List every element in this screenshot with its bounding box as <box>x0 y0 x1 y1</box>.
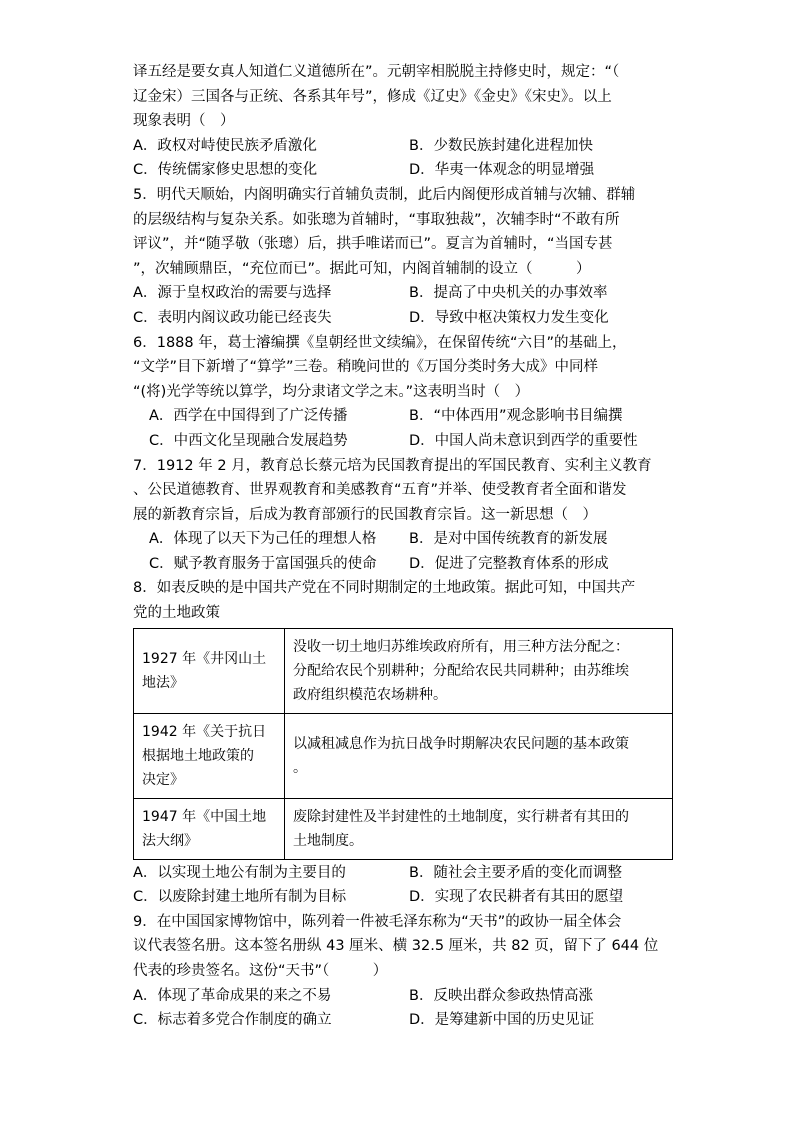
option-b[interactable]: B．随社会主要矛盾的变化而调整 <box>409 864 622 881</box>
table-cell-law: 1947 年《中国土地 法大纲》 <box>134 798 285 859</box>
question-6-stem <box>133 331 673 405</box>
stem-line: 9．在中国国家博物馆中，陈列着一件被毛泽东称为“天书”的政协一届全体会 <box>133 913 622 930</box>
option-d[interactable]: D．导致中枢决策权力发生变化 <box>409 309 609 326</box>
question-4-stem <box>133 60 673 134</box>
stem-line: 展的新教育宗旨，后成为教育部颁行的民国教育宗旨。这一新思想（ ） <box>133 506 597 523</box>
option-c[interactable]: C．以废除封建土地所有制为目标 <box>133 889 347 906</box>
table-row <box>134 713 673 798</box>
table-row <box>134 798 673 859</box>
question-6-options-row-2 <box>133 429 673 454</box>
stem-line: 8．如表反映的是中国共产党在不同时期制定的土地政策。据此可知，中国共产 <box>133 580 636 597</box>
option-c[interactable]: C．中西文化呈现融合发展趋势 <box>149 432 348 449</box>
option-b[interactable]: B．是对中国传统教育的新发展 <box>409 531 608 548</box>
stem-line: 代表的珍贵签名。这份“天书”（ ） <box>133 963 388 980</box>
option-c[interactable]: C．标志着多党合作制度的确立 <box>133 1012 332 1029</box>
table-cell-law: 1927 年《井冈山土 地法》 <box>134 628 285 713</box>
option-d[interactable]: D．促进了完整教育体系的形成 <box>409 555 609 572</box>
option-c[interactable]: C．赋予教育服务于富国强兵的使命 <box>149 555 377 572</box>
stem-line: 7．1912 年 2 月，教育总长蔡元培为民国教育提出的军国民教育、实利主义教育 <box>133 457 652 474</box>
option-a[interactable]: A．源于皇权政治的需要与选择 <box>133 285 332 302</box>
land-policy-table <box>133 628 673 860</box>
stem-line: 译五经是要女真人知道仁义道德所在”。元朝宰相脱脱主持修史时，规定：“（ <box>133 64 620 80</box>
table-row <box>134 628 673 713</box>
question-4-options-row-1 <box>133 134 673 159</box>
option-c[interactable]: C．传统儒家修史思想的变化 <box>133 162 318 179</box>
stem-line: 现象表明（ ） <box>133 113 235 130</box>
question-8-stem <box>133 576 673 625</box>
option-a[interactable]: A．体现了以天下为己任的理想人格 <box>149 531 377 548</box>
option-a[interactable]: A．以实现土地公有制为主要目的 <box>133 864 346 881</box>
stem-line: 党的土地政策 <box>133 605 220 622</box>
stem-line: ”，次辅顾鼎臣，“充位而已”。据此可知，内阁首辅制的设立（ ） <box>133 260 591 277</box>
option-c[interactable]: C．表明内阁议政功能已经丧失 <box>133 309 332 326</box>
stem-line: 评议”，并“随孚敬（张璁）后，拱手唯诺而已”。夏言为首辅时，“当国专甚 <box>133 236 613 253</box>
question-6-options-row-1 <box>133 404 673 429</box>
option-a[interactable]: A．体现了革命成果的来之不易 <box>133 987 332 1004</box>
option-a[interactable]: A．西学在中国得到了广泛传播 <box>149 408 348 425</box>
question-5-options-row-1 <box>133 281 673 306</box>
table-cell-content: 以减租减息作为抗日战争时期解决农民问题的基本政策 。 <box>285 713 673 798</box>
question-4-options-row-2 <box>133 158 673 183</box>
table-cell-content: 没收一切土地归苏维埃政府所有，用三种方法分配之： 分配给农民个别耕种；分配给农民共同耕种；由苏维埃 政府组织模范农场耕种。 <box>285 628 673 713</box>
question-5-options-row-2 <box>133 306 673 331</box>
stem-line: 6．1888 年，葛士濬编撰《皇朝经世文续编》，在保留传统“六目”的基础上， <box>133 334 627 351</box>
option-b[interactable]: B．反映出群众参政热情高涨 <box>409 987 593 1004</box>
option-b[interactable]: B．“中体西用”观念影响书目编撰 <box>409 408 623 425</box>
stem-line: 5．明代天顺始，内阁明确实行首辅负责制，此后内阁便形成首辅与次辅、群辅 <box>133 186 636 203</box>
question-9-options-row-2 <box>133 1008 673 1033</box>
question-7-options-row-1 <box>133 527 673 552</box>
stem-line: 辽金宋）三国各与正统、各系其年号”，修成《辽史》《金史》《宋史》。以上 <box>133 88 612 105</box>
question-8-options-row-2 <box>133 885 673 910</box>
stem-line: 、公民道德教育、世界观教育和美感教育“五育”并举、使受教育者全面和谐发 <box>133 482 627 499</box>
stem-line: “(将)光学等统以算学，均分隶诸文学之末。”这表明当时（ ） <box>133 383 530 400</box>
question-7-options-row-2 <box>133 552 673 577</box>
stem-line: 议代表签名册。这本签名册纵 43 厘米、横 32.5 厘米，共 82 页，留下了 644 位 <box>133 938 659 955</box>
question-9-stem <box>133 910 673 984</box>
question-8-options-row-1 <box>133 861 673 886</box>
stem-line: 的层级结构与复杂关系。如张璁为首辅时，“事取独裁”，次辅李时“不敢有所 <box>133 211 620 228</box>
question-9-options-row-1 <box>133 984 673 1009</box>
question-7-stem <box>133 454 673 528</box>
option-d[interactable]: D．实现了农民耕者有其田的愿望 <box>409 889 624 906</box>
option-a[interactable]: A．政权对峙使民族矛盾激化 <box>133 137 317 154</box>
question-5-stem <box>133 183 673 281</box>
exam-page <box>133 60 673 1033</box>
option-d[interactable]: D．华夷一体观念的明显增强 <box>409 162 595 179</box>
option-d[interactable]: D．中国人尚未意识到西学的重要性 <box>409 432 638 449</box>
table-cell-content: 废除封建性及半封建性的土地制度，实行耕者有其田的 土地制度。 <box>285 798 673 859</box>
option-b[interactable]: B．提高了中央机关的办事效率 <box>409 285 608 302</box>
table-cell-law: 1942 年《关于抗日 根据地土地政策的 决定》 <box>134 713 285 798</box>
option-b[interactable]: B．少数民族封建化进程加快 <box>409 137 593 154</box>
stem-line: “文学”目下新增了“算学”三卷。稍晚问世的《万国分类时务大成》中同样 <box>133 359 599 376</box>
option-d[interactable]: D．是筹建新中国的历史见证 <box>409 1012 595 1029</box>
